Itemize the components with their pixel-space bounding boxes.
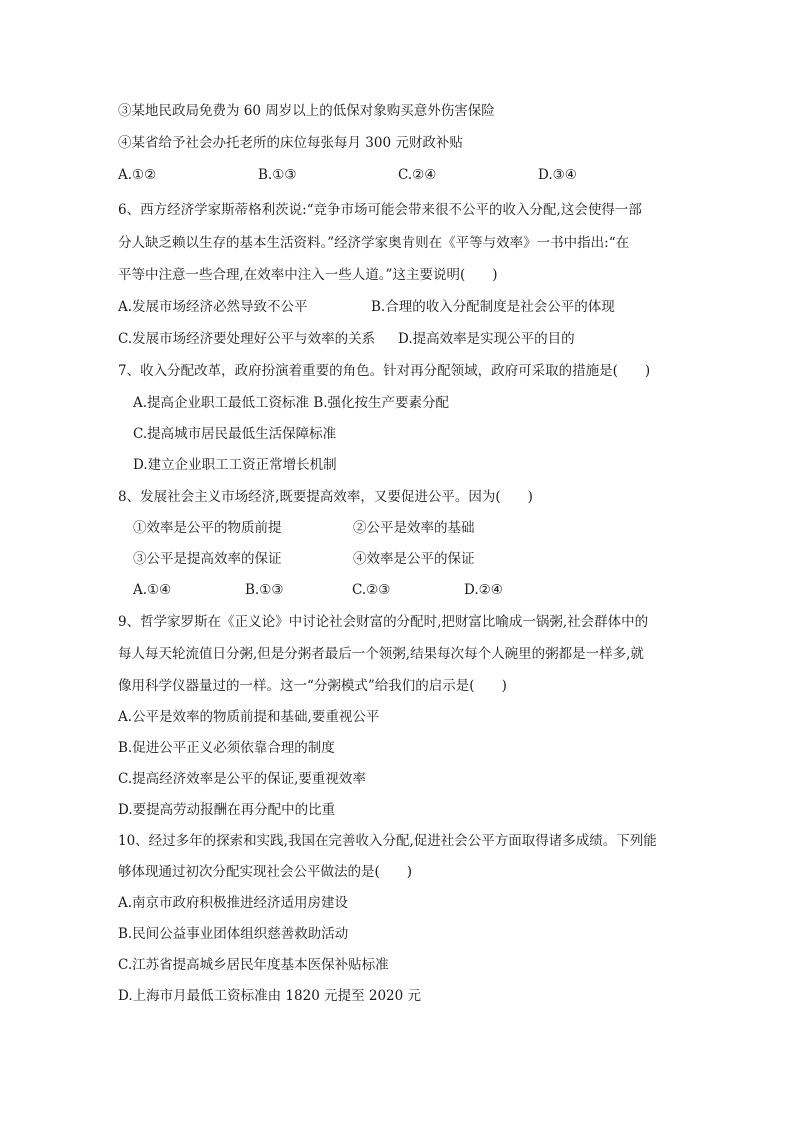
q10-stem-line-2: 够体现通过初次分配实现社会公平做法的是( ) (118, 864, 413, 880)
q8-option-a: A.①④ (133, 582, 172, 598)
q10-option-c: C.江苏省提高城乡居民年度基本医保补贴标准 (118, 957, 389, 973)
q8-option-b: B.①③ (245, 582, 284, 598)
q5-item-4: ④某省给予社会办托老所的床位每张每月 300 元财政补贴 (118, 135, 463, 151)
q7-option-ab: A.提高企业职工最低工资标准 B.强化按生产要素分配 (133, 395, 450, 411)
q6-stem-line-2: 分人缺乏赖以生存的基本生活资料。”经济学家奥肯则在《平等与效率》一书中指出:“在 (118, 235, 630, 251)
q8-item-1: ①效率是公平的物质前提 (133, 520, 282, 536)
q9-stem-line-1: 9、哲学家罗斯在《正义论》中讨论社会财富的分配时,把财富比喻成一锅粥,社会群体中的 (118, 614, 649, 630)
q5-option-b: B.①③ (258, 167, 297, 183)
q6-stem-line-1: 6、西方经济学家斯蒂格利茨说:“竞争市场可能会带来很不公平的收入分配,这会使得一部 (118, 202, 642, 218)
q8-stem: 8、发展社会主义市场经济,既要提高效率，又要促进公平。因为( ) (118, 489, 533, 505)
q9-stem-line-2: 每人每天轮流值日分粥,但是分粥者最后一个领粥,结果每次每个人碗里的粥都是一样多,就 (118, 646, 644, 662)
q5-item-3: ③某地民政局免费为 60 周岁以上的低保对象购买意外伤害保险 (118, 103, 495, 119)
q8-item-2: ②公平是效率的基础 (353, 520, 475, 536)
q7-option-d: D.建立企业职工工资正常增长机制 (133, 457, 337, 473)
q8-option-d: D.②④ (464, 582, 503, 598)
q5-option-a: A.①② (118, 167, 157, 183)
q10-stem-line-1: 10、经过多年的探索和实践,我国在完善收入分配,促进社会公平方面取得诸多成绩。下列能 (118, 833, 657, 849)
q10-option-d: D.上海市月最低工资标准由 1820 元提至 2020 元 (118, 988, 422, 1004)
q6-option-b: B.合理的收入分配制度是社会公平的体现 (371, 299, 615, 315)
q7-stem: 7、收入分配改革，政府扮演着重要的角色。针对再分配领域，政府可采取的措施是( ) (118, 363, 651, 379)
q9-option-b: B.促进公平正义必须依靠合理的制度 (118, 740, 335, 756)
q7-option-c: C.提高城市居民最低生活保障标准 (133, 426, 337, 442)
q9-stem-line-3: 像用科学仪器量过的一样。这一“分粥模式”给我们的启示是( ) (118, 678, 507, 694)
q5-option-c: C.②④ (398, 167, 437, 183)
q6-option-c: C.发展市场经济要处理好公平与效率的关系 (118, 331, 376, 347)
q9-option-a: A.公平是效率的物质前提和基础,要重视公平 (118, 709, 380, 725)
q9-option-c: C.提高经济效率是公平的保证,要重视效率 (118, 771, 366, 787)
q6-stem-line-3: 平等中注意一些合理,在效率中注入一些人道。”这主要说明( ) (118, 267, 498, 283)
q9-option-d: D.要提高劳动报酬在再分配中的比重 (118, 802, 336, 818)
q6-option-a: A.发展市场经济必然导致不公平 (118, 299, 308, 315)
q10-option-b: B.民间公益事业团体组织慈善救助活动 (118, 926, 349, 942)
q8-option-c: C.②③ (352, 582, 391, 598)
q10-option-a: A.南京市政府积极推进经济适用房建设 (118, 895, 349, 911)
q8-item-3: ③公平是提高效率的保证 (133, 551, 282, 567)
q8-item-4: ④效率是公平的保证 (353, 551, 475, 567)
q5-option-d: D.③④ (538, 167, 577, 183)
q6-option-d: D.提高效率是实现公平的目的 (398, 331, 575, 347)
